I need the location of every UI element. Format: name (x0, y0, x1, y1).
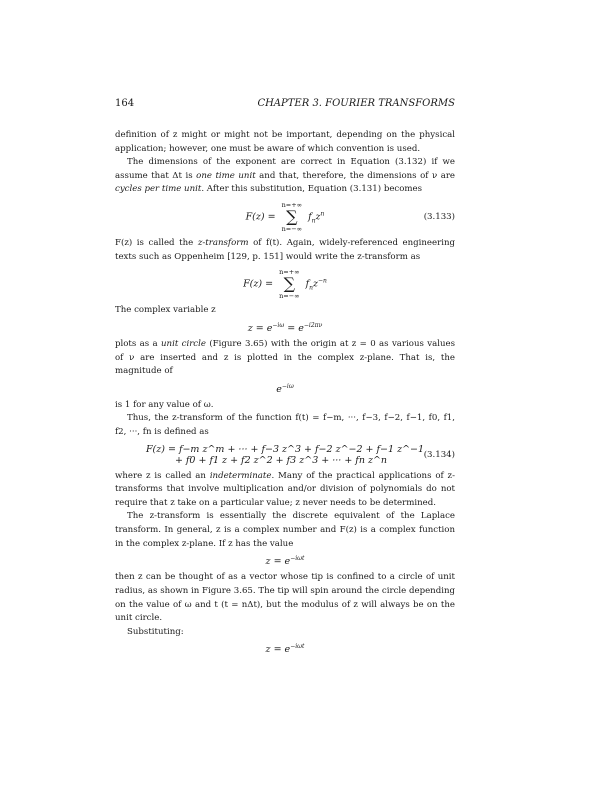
equation-z-value: $z = e^{-i\omega t}$ (265, 555, 305, 568)
equation-number: (3.133) (423, 211, 455, 222)
equation-oppenheim: F(z) = n=+∞ ∑ n=−∞ $f_nz^{-n}$ (243, 268, 327, 301)
paragraph: is 1 for any value of ω. (115, 399, 214, 410)
paragraph: The z-transform is essentially the discrete equivalent of the Laplace transform. In general, z is a complex number and F(z) is a complex function in the complex z-plane. If z has the value (115, 511, 455, 549)
paragraph: Substituting: (127, 626, 184, 637)
equation-substitution: $z = e^{-i\omega t}$ (265, 643, 305, 656)
paragraph: The complex variable z (115, 305, 216, 316)
equation-z: $z = e^{-i\omega} = e^{-i2\pi\nu}$ (247, 321, 323, 334)
equation-magnitude: $e^{-i\omega}$ (276, 382, 294, 395)
equation-3-133: F(z) = n=+∞ ∑ n=−∞ $f_nz^n$ (3.133) (245, 200, 455, 233)
equation-number: (3.134) (423, 449, 455, 460)
paragraph: then z can be thought of as a vector whose tip is confined to a circle of unit radius, as shown in Figure 3.65. The tip will spin around the circle depending on the value of ω and t (t = nΔt), but the modulus of z will always be on the unit circle. (115, 572, 455, 624)
paragraph: definition of z might or might not be important, depending on the physical application; however, one must be aware of which convention is used. (115, 130, 455, 154)
running-header (115, 98, 455, 109)
paragraph: where z is called an indeterminate. Many of the practical applications of z-transforms that involve multiplication and/or division of polynomials do not require that z take on a particular value; z never needs to be determined. (115, 470, 455, 508)
paragraph: The dimensions of the exponent are correct in Equation (3.132) if we assume that Δt is one time unit and that, therefore, the dimensions of ν are cycles per time unit. After this substitution, Equation (3.131) becomes (115, 157, 456, 195)
page-number: 164 (115, 98, 135, 109)
equation-line: + f0 + f1 z + f2 z^2 + f3 z^3 + ··· + fn z^n (174, 454, 388, 466)
paragraph: F(z) is called the z-transform of f(t). Again, widely-referenced engineering texts such as Oppenheim [129, p. 151] would write the z-transform as (115, 237, 455, 262)
paragraph: Thus, the z-transform of the function f(t) = f−m, ···, f−3, f−2, f−1, f0, f1, f2, ···, fn is defined as (115, 413, 455, 438)
equation-3-134 (115, 444, 455, 466)
equation-line: F(z) = f−m z^m + ··· + f−3 z^3 + f−2 z^−2 + f−1 z^−1 (145, 443, 425, 455)
chapter-title: CHAPTER 3. FOURIER TRANSFORMS (257, 98, 455, 109)
paragraph: plots as a unit circle (Figure 3.65) with the origin at z = 0 as various values of ν are inserted and z is plotted in the complex z-plane. That is, the magnitude of (115, 338, 456, 377)
page-content (115, 98, 455, 659)
